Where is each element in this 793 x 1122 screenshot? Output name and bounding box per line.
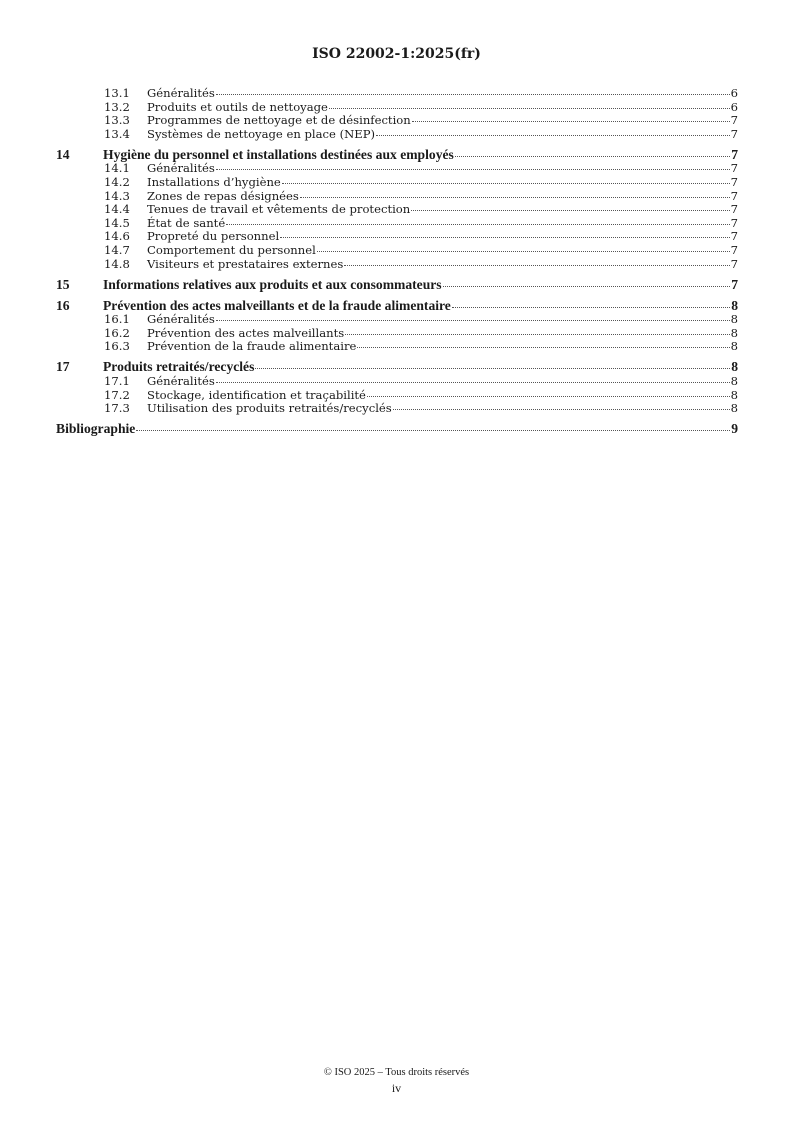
- toc-subentry[interactable]: [56, 340, 738, 354]
- toc-entry-title: Généralités: [147, 86, 215, 100]
- toc-entry-page: 7: [730, 256, 738, 271]
- toc-entry-page: 8: [731, 297, 738, 313]
- dot-leader: [317, 251, 730, 252]
- toc-entry-title: Programmes de nettoyage et de désinfection: [147, 113, 411, 128]
- toc-entry-title: Zones de repas désignées: [147, 188, 299, 203]
- document-header: [0, 46, 793, 62]
- toc-entry[interactable]: [56, 277, 738, 293]
- toc-entry-number: 17.2: [104, 387, 130, 402]
- toc-entry-number: 15: [56, 276, 70, 292]
- dot-leader: [216, 169, 730, 170]
- toc-entry-page: 7: [731, 276, 738, 292]
- toc-entry-title: Installations d’hygiène: [147, 174, 281, 189]
- toc-subentry[interactable]: [56, 230, 738, 244]
- dot-leader: [216, 94, 730, 95]
- toc-entry-title: Visiteurs et prestataires externes: [147, 256, 344, 271]
- toc-entry-number: 14.8: [104, 256, 130, 271]
- toc-entry-number: 14.4: [104, 202, 130, 217]
- toc-entry-number: 14.1: [104, 161, 130, 176]
- toc-entry-page: 8: [730, 312, 738, 327]
- dot-leader: [412, 121, 730, 122]
- toc-entry-page: 6: [730, 99, 738, 114]
- toc-entry-number: 14.3: [104, 188, 130, 203]
- toc-entry-page: 7: [730, 215, 738, 230]
- toc-entry-page: 7: [731, 146, 738, 162]
- dot-leader: [376, 135, 730, 136]
- toc-entry-number: 17.1: [104, 373, 130, 388]
- toc-subentry[interactable]: [56, 389, 738, 403]
- toc-entry-number: 16.2: [104, 325, 130, 340]
- toc-entry-page: 8: [730, 325, 738, 340]
- toc-entry-title: État de santé: [147, 215, 226, 230]
- dot-leader: [345, 334, 729, 335]
- dot-leader: [443, 286, 731, 287]
- toc-entry-title: Produits et outils de nettoyage: [147, 99, 328, 114]
- toc-subentry[interactable]: [56, 217, 738, 231]
- toc-entry-title: Comportement du personnel: [147, 242, 316, 257]
- toc-subentry[interactable]: [56, 87, 738, 101]
- toc-entry[interactable]: [56, 147, 738, 163]
- toc-entry-number: 14.6: [104, 229, 130, 244]
- copyright-notice: © ISO 2025 – Tous droits réservés: [323, 1067, 470, 1078]
- toc-entry-page: 9: [731, 421, 738, 437]
- dot-leader: [280, 237, 729, 238]
- dot-leader: [282, 183, 730, 184]
- dot-leader: [216, 320, 730, 321]
- toc-entry-title: Tenues de travail et vêtements de protection: [147, 202, 411, 217]
- toc-entry-number: 13.4: [104, 126, 130, 141]
- toc-entry[interactable]: [56, 359, 738, 375]
- toc-subentry[interactable]: [56, 128, 738, 142]
- dot-leader: [226, 224, 729, 225]
- toc-entry-title: Produits retraités/recyclés: [103, 359, 255, 375]
- toc-entry-title: Prévention des actes malveillants: [147, 325, 345, 340]
- toc-entry-number: 14.2: [104, 174, 130, 189]
- toc-entry-number: 16: [56, 297, 70, 313]
- document-id: ISO 22002-1:2025(fr): [312, 46, 481, 62]
- toc-entry-number: 17: [56, 359, 70, 375]
- toc-entry-page: 8: [731, 359, 738, 375]
- toc-entry-number: 13.3: [104, 113, 130, 128]
- toc-entry-title: Prévention de la fraude alimentaire: [147, 339, 357, 354]
- toc-entry-title: Généralités: [147, 312, 215, 327]
- toc-entry-number: 16.3: [104, 339, 130, 354]
- toc-entry-page: 8: [730, 373, 738, 388]
- toc-entry-page: 7: [730, 174, 738, 189]
- toc-subentry[interactable]: [56, 375, 738, 389]
- toc-subentry[interactable]: [56, 162, 738, 176]
- dot-leader: [455, 156, 730, 157]
- toc-entry-number: 13.2: [104, 99, 130, 114]
- toc-subentry[interactable]: [56, 101, 738, 115]
- toc-entry-title: Stockage, identification et traçabilité: [147, 387, 366, 402]
- toc-entry-number: 17.3: [104, 401, 130, 416]
- toc-subentry[interactable]: [56, 327, 738, 341]
- toc-entry-title: Généralités: [147, 373, 215, 388]
- toc-entry-page: 7: [730, 161, 738, 176]
- toc-subentry[interactable]: [56, 190, 738, 204]
- toc-entry-page: 7: [730, 242, 738, 257]
- dot-leader: [300, 197, 730, 198]
- toc-entry-page: 7: [730, 229, 738, 244]
- toc-entry-page: 7: [730, 113, 738, 128]
- toc-entry-page: 6: [730, 86, 738, 100]
- toc-subentry[interactable]: [56, 258, 738, 272]
- toc-subentry[interactable]: [56, 313, 738, 327]
- dot-leader: [411, 210, 729, 211]
- toc-subentry[interactable]: [56, 176, 738, 190]
- toc-entry-number: 14.7: [104, 242, 130, 257]
- toc-entry-number: 16.1: [104, 312, 130, 327]
- dot-leader: [216, 382, 730, 383]
- toc-entry-page: 7: [730, 126, 738, 141]
- toc-entry-page: 7: [730, 202, 738, 217]
- toc-entry-page: 8: [730, 401, 738, 416]
- dot-leader: [357, 347, 729, 348]
- toc-entry-title: Hygiène du personnel et installations destinées aux employés: [103, 146, 454, 162]
- toc-entry-title: Systèmes de nettoyage en place (NEP): [147, 126, 376, 141]
- toc-subentry[interactable]: [56, 402, 738, 416]
- dot-leader: [452, 307, 730, 308]
- dot-leader: [255, 368, 730, 369]
- toc-entry-title: Utilisation des produits retraités/recyclés: [147, 401, 392, 416]
- dot-leader: [344, 265, 729, 266]
- dot-leader: [367, 396, 730, 397]
- toc-entry-page: 8: [730, 339, 738, 354]
- toc-entry-number: 14: [56, 146, 70, 162]
- toc-entry[interactable]: [56, 298, 738, 314]
- toc-entry-number: 14.5: [104, 215, 130, 230]
- page-footer: [0, 1067, 793, 1096]
- toc-entry-title: Généralités: [147, 161, 215, 176]
- toc-entry-title: Prévention des actes malveillants et de la fraude alimentaire: [103, 297, 451, 313]
- dot-leader: [136, 430, 730, 431]
- toc-entry-page: 8: [730, 387, 738, 402]
- toc-subentry[interactable]: [56, 114, 738, 128]
- dot-leader: [329, 108, 730, 109]
- toc-entry-title: Bibliographie: [56, 421, 136, 437]
- table-of-contents: [56, 87, 738, 437]
- toc-subentry[interactable]: [56, 203, 738, 217]
- toc-entry-page: 7: [730, 188, 738, 203]
- toc-subentry[interactable]: [56, 244, 738, 258]
- dot-leader: [393, 409, 730, 410]
- page-number: iv: [391, 1081, 402, 1095]
- toc-entry-title: Propreté du personnel: [147, 229, 280, 244]
- toc-entry-title: Informations relatives aux produits et aux consommateurs: [103, 276, 442, 292]
- toc-entry-number: 13.1: [104, 86, 130, 100]
- toc-entry[interactable]: [56, 421, 738, 437]
